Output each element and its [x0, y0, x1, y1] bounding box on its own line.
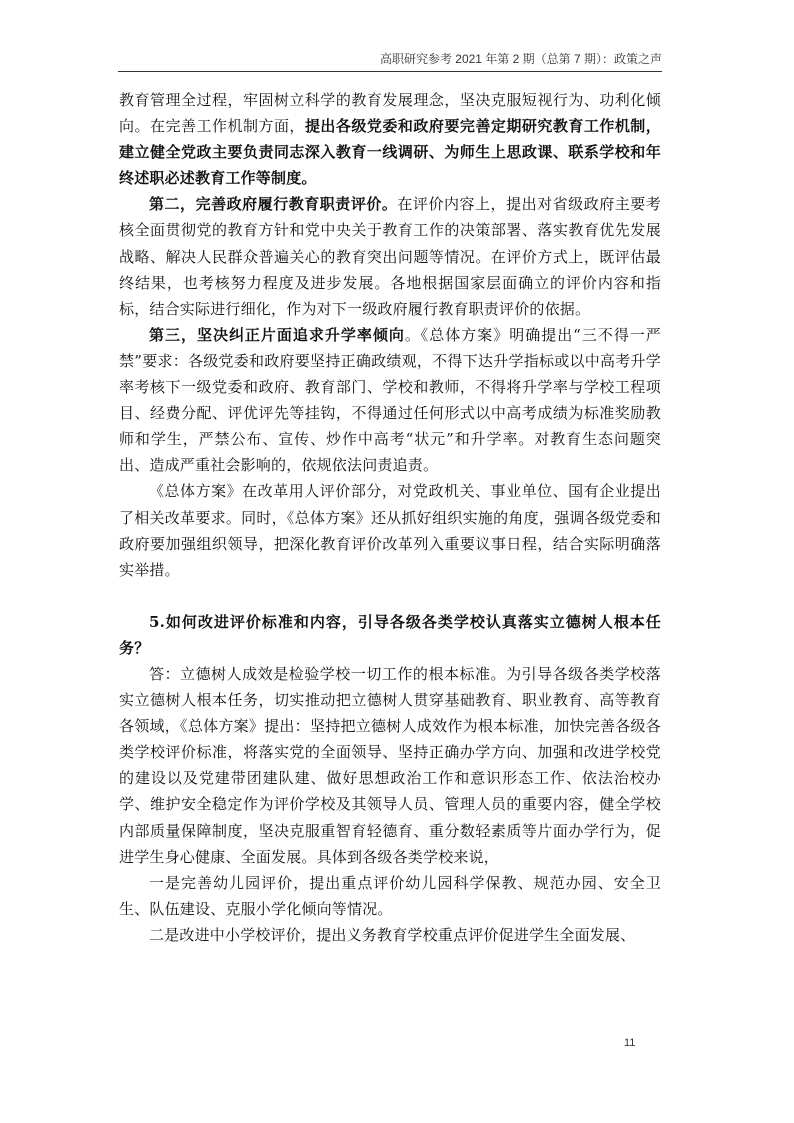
point-heading: 第三，坚决纠正片面追求升学率倾向	[149, 325, 405, 344]
running-header: 高职研究参考 2021 年第 2 期（总第 7 期）：政策之声	[379, 52, 662, 66]
bold-phrase: 提出各级党委和政府要完善定期研究教育工作机制，建立健全党政主要负责同志深入教育一线调研、为师生上思政课、联系学校和年终述职必述教育工作等制度。	[119, 117, 662, 188]
paragraph-text: 一是完善幼儿园评价，提出重点评价幼儿园科学保教、规范办园、安全卫生、队伍建设、克服小学化倾向等情况。	[119, 873, 661, 918]
paragraph-text: 。《总体方案》明确提出“三不得一严禁”要求：各级党委和政府要坚持正确政绩观，不得下达升学指标或以中高考升学率考核下一级党委和政府、教育部门、学校和教师，不得将升学率与学校工程项目、经费分配、评优评先等挂钩，不得通过任何形式以中高考成绩为标准奖励教师和学生，严禁公布、宣传、炒作中高考“状元”和升学率。对教育生态问题突出、造成严重社会影响的，依规依法问责追责。	[119, 325, 661, 475]
question-heading: 5.如何改进评价标准和内容，引导各级各类学校认真落实立德树人根本任务？	[119, 612, 661, 657]
point-heading: 第二，完善政府履行教育职责评价。	[149, 195, 398, 214]
paragraph-point-three	[119, 322, 661, 479]
section-gap	[119, 583, 661, 609]
header-rule	[118, 71, 662, 72]
paragraph-kindergarten	[119, 870, 661, 922]
paragraph-text: 答：立德树人成效是检验学校一切工作的根本标准。为引导各级各类学校落实立德树人根本任务，切实推动把立德树人贯穿基础教育、职业教育、高等教育各领域，《总体方案》提出：坚持把立德树人成效作为根本标准，加快完善各级各类学校评价标准，将落实党的全面领导、坚持正确办学方向、加强和改进学校党的建设以及党建带团建队建、做好思想政治工作和意识形态工作、依法治校办学、维护安全稳定作为评价学校及其领导人员、管理人员的重要内容，健全学校内部质量保障制度，坚决克服重智育轻德育、重分数轻素质等片面办学行为，促进学生身心健康、全面发展。具体到各级各类学校来说，	[119, 664, 661, 866]
article-body	[119, 87, 661, 948]
paragraph-text: 教育管理全过程，牢固树立科学的教育发展理念，坚决克服短视行为、功利化倾向。在完善工作机制方面，	[119, 91, 661, 136]
answer-paragraph	[119, 661, 661, 870]
page-number: 11	[624, 1037, 636, 1049]
paragraph-text: 《总体方案》在改革用人评价部分，对党政机关、事业单位、国有企业提出了相关改革要求。同时，《总体方案》还从抓好组织实施的角度，强调各级党委和政府要加强组织领导，把深化教育评价改革列入重要议事日程，结合实际明确落实举措。	[119, 482, 661, 579]
paragraph-continuation	[119, 87, 661, 191]
paragraph-employment-evaluation	[119, 478, 661, 582]
paragraph-point-two	[119, 191, 661, 321]
paragraph-text: 在评价内容上，提出对省级政府主要考核全面贯彻党的教育方针和党中央关于教育工作的决策部署、落实教育优先发展战略、解决人民群众普遍关心的教育突出问题等情况。在评价方式上，既评估最终结果，也考核努力程度及进步发展。各地根据国家层面确立的评价内容和指标，结合实际进行细化，作为对下一级政府履行教育职责评价的依据。	[119, 195, 662, 318]
paragraph-primary-secondary	[119, 922, 661, 948]
paragraph-text: 二是改进中小学校评价，提出义务教育学校重点评价促进学生全面发展、	[149, 925, 636, 944]
